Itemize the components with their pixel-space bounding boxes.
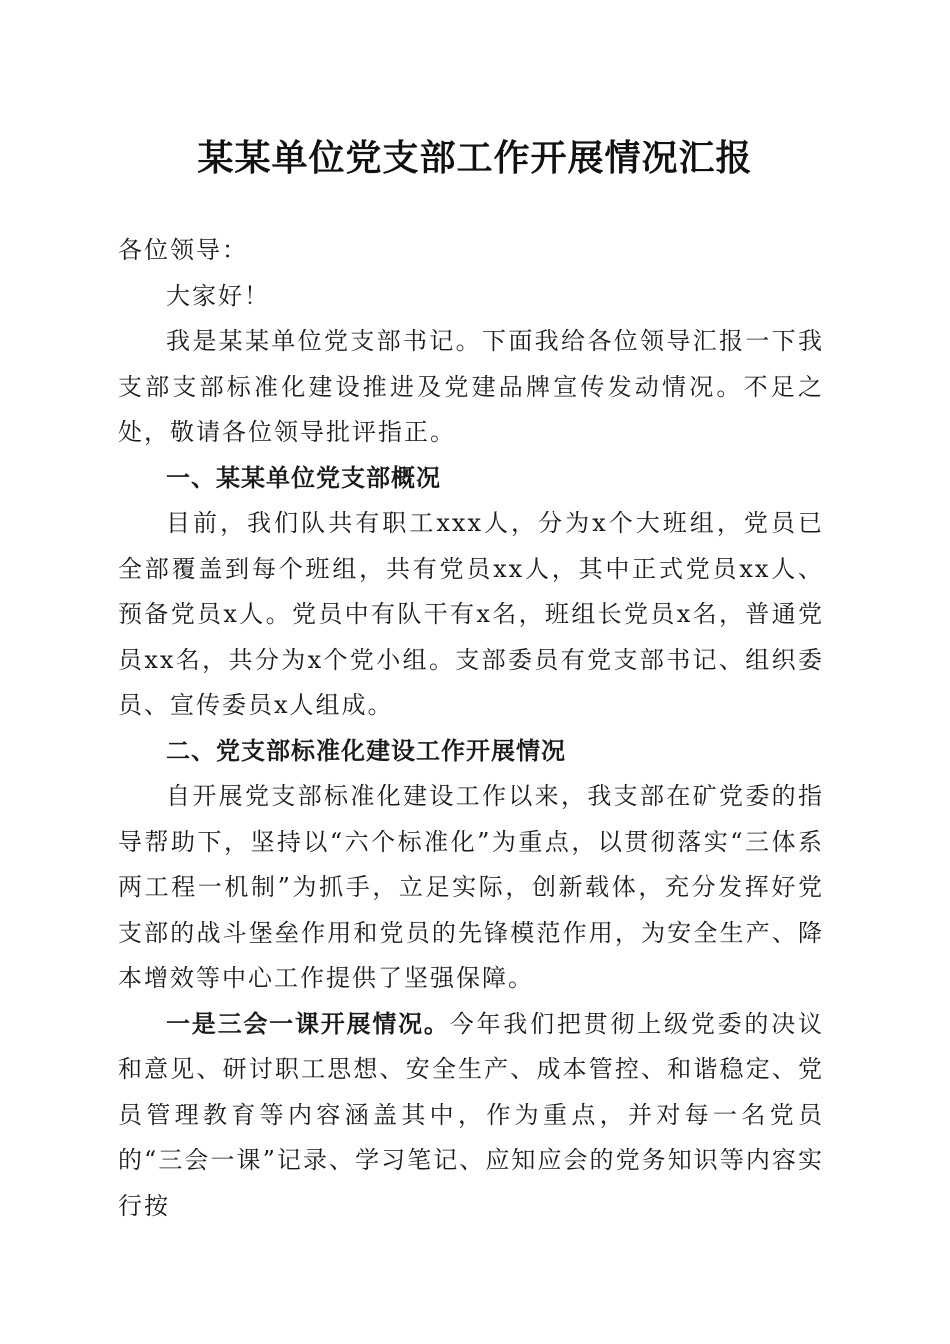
section-2-paragraph: 自开展党支部标准化建设工作以来，我支部在矿党委的指导帮助下，坚持以“六个标准化”为重点，以贯彻落实“三体系两工程一机制”为抓手，立足实际，创新载体，充分发挥好党支部的战斗堡垒作用和党员的先锋模范作用，为安全生产、降本增效等中心工作提供了坚强保障。 bbox=[118, 782, 824, 992]
section-1-paragraph: 目前，我们队共有职工xxx人，分为x个大班组，党员已全部覆盖到每个班组，共有党员xx人，其中正式党员xx人、预备党员x人。党员中有队干有x名，班组长党员x名，普通党员xx名，共分为x个党小组。支部委员有党支部书记、组织委员、宣传委员x人组成。 bbox=[118, 509, 824, 719]
item-1-paragraph bbox=[118, 1002, 824, 1230]
section-heading-2: 二、党支部标准化建设工作开展情况 bbox=[166, 736, 566, 765]
item-1-text: 今年我们把贯彻上级党委的决议和意见、研讨职工思想、安全生产、成本管控、和谐稳定、党员管理教育等内容涵盖其中，作为重点，并对每一名党员的“三会一课”记录、学习笔记、应知应会的党务知识等内容实行按 bbox=[118, 1009, 825, 1220]
document-title: 某某单位党支部工作开展情况汇报 bbox=[197, 137, 753, 179]
salutation: 各位领导： bbox=[118, 236, 248, 264]
item-1-lead: 一是三会一课开展情况。 bbox=[166, 1009, 450, 1038]
section-heading-1: 一、某某单位党支部概况 bbox=[166, 463, 441, 492]
document-body bbox=[118, 228, 824, 1229]
greeting: 大家好！ bbox=[166, 281, 270, 310]
intro-paragraph: 我是某某单位党支部书记。下面我给各位领导汇报一下我支部支部标准化建设推进及党建品牌宣传发动情况。不足之处，敬请各位领导批评指正。 bbox=[118, 327, 824, 446]
